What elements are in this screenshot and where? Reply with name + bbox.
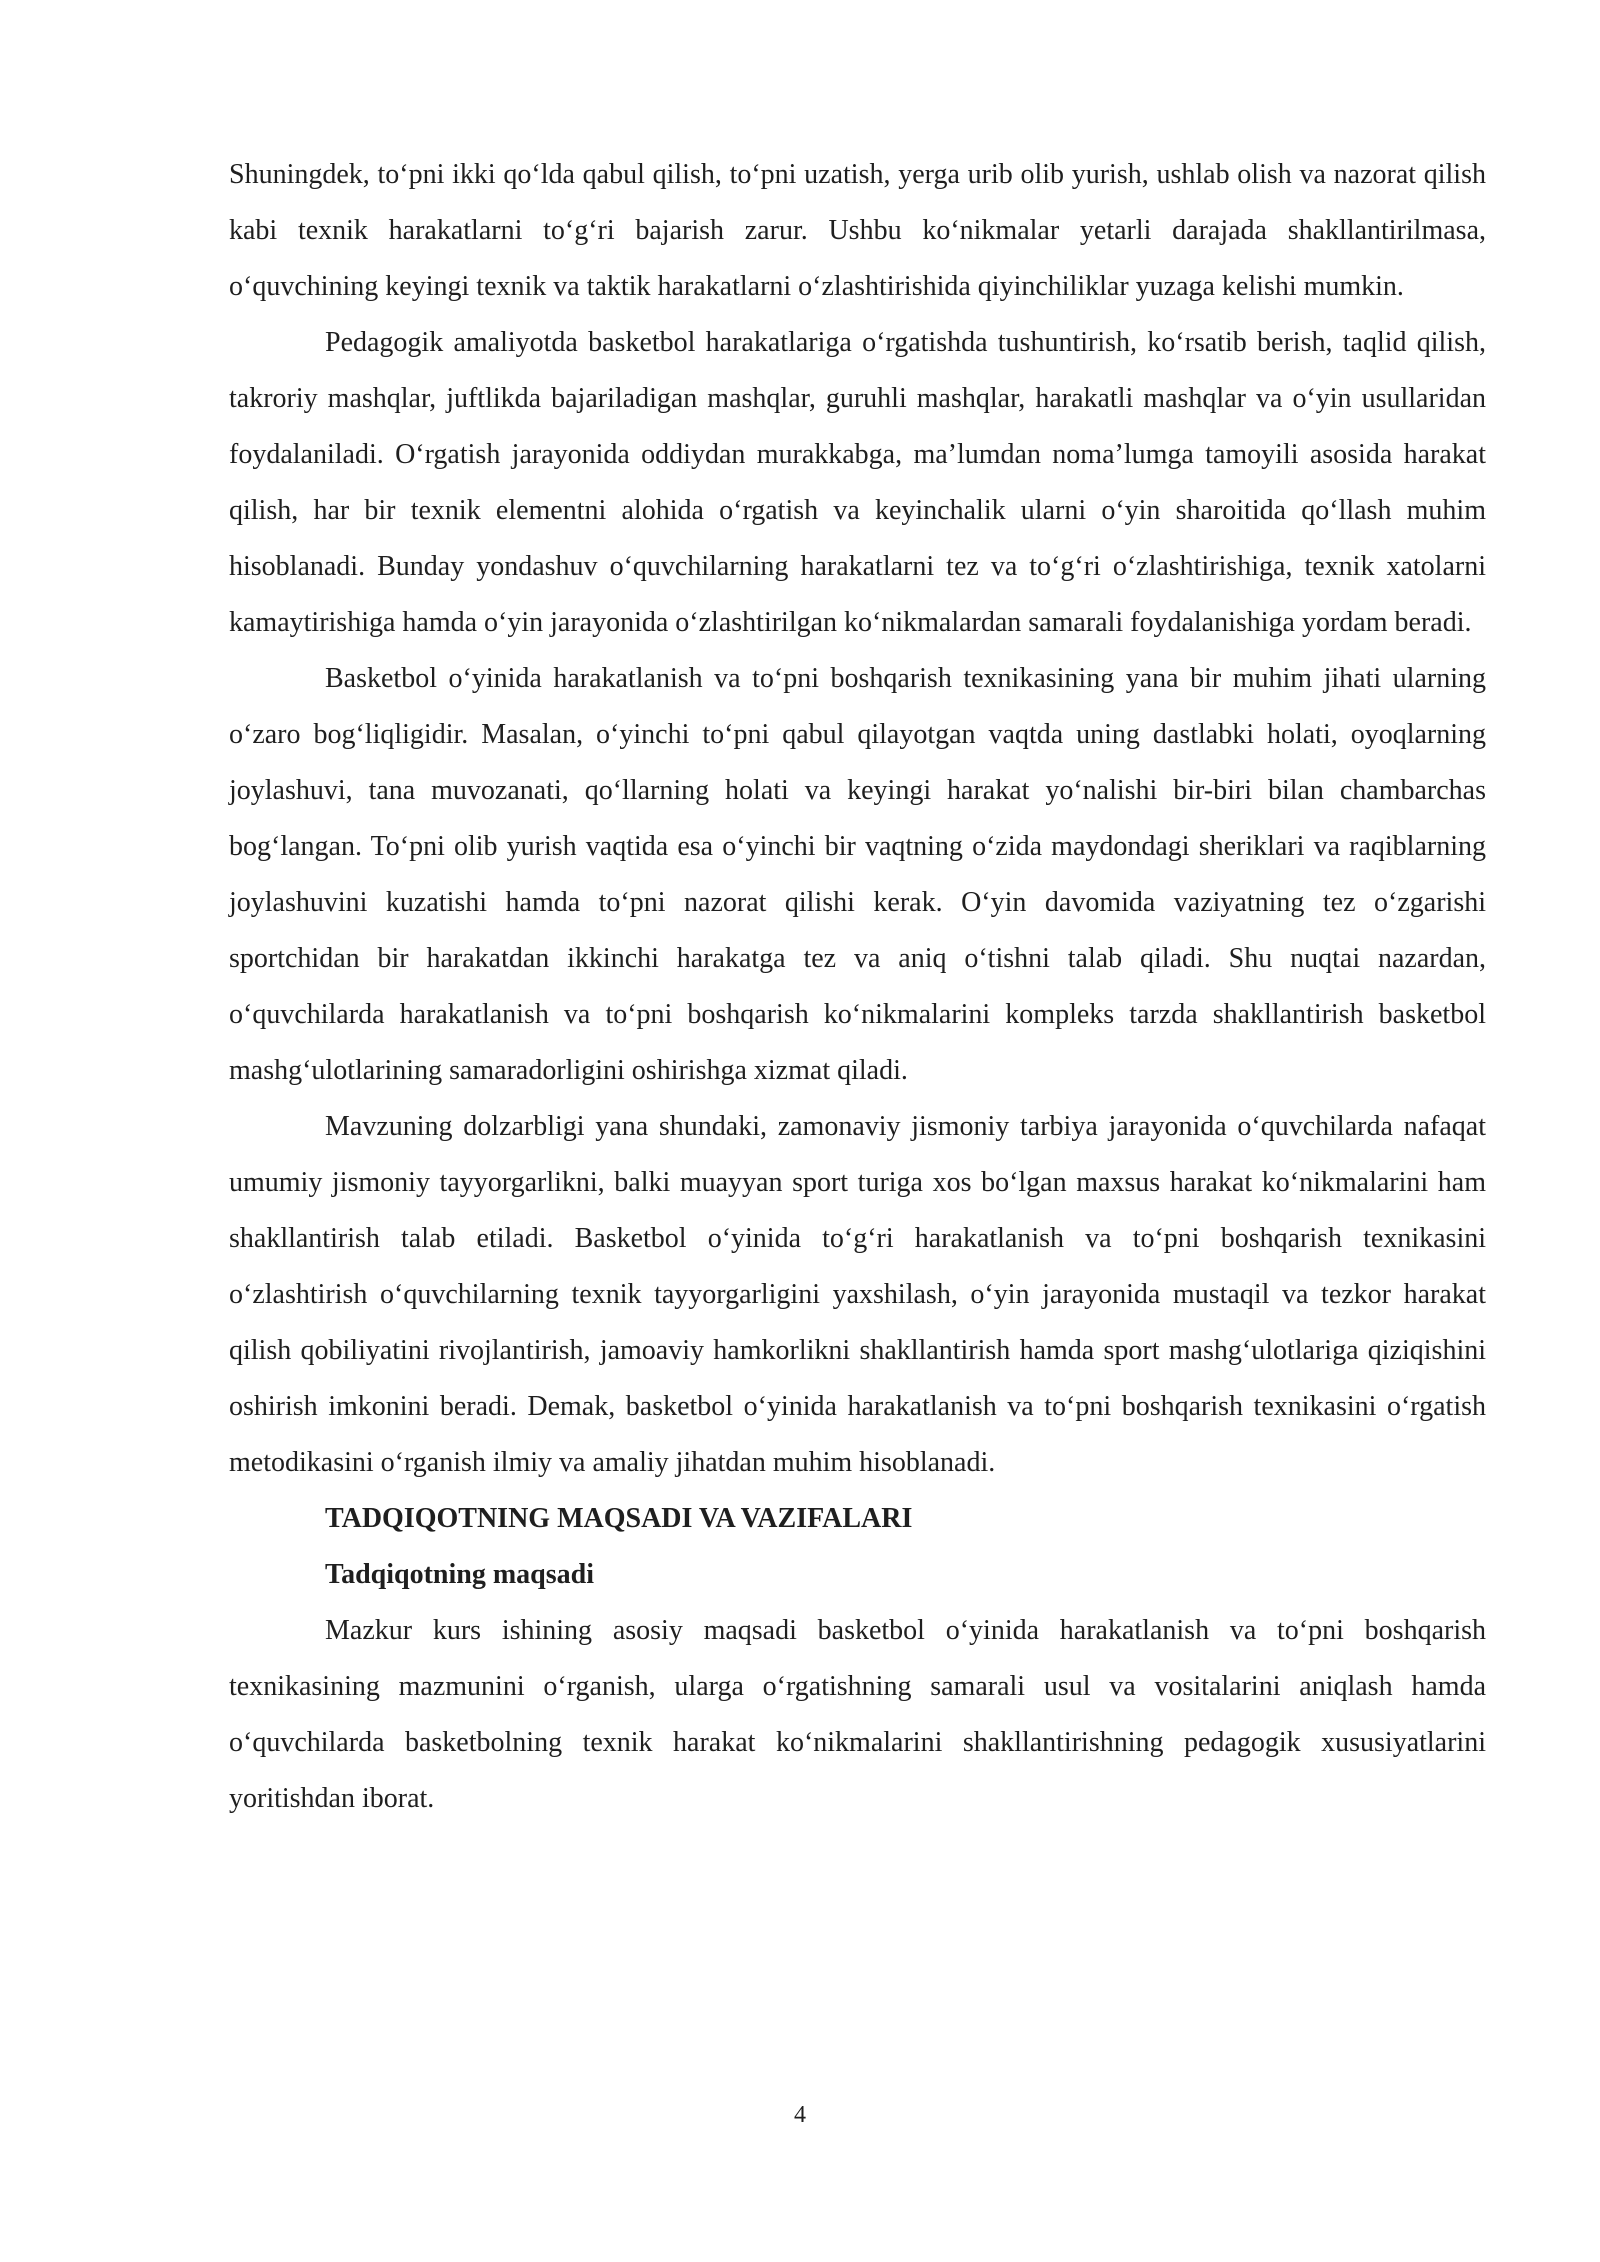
document-body xyxy=(229,147,1486,1827)
paragraph-relevance: Mavzuning dolzarbligi yana shundaki, zamonaviy jismoniy tarbiya jarayonida o‘quvchilarda nafaqat umumiy jismoniy tayyorgarlikni, balki muayyan sport turiga xos bo‘lgan maxsus harakat ko‘nikmalarini ham shakllantirish talab etiladi. Basketbol o‘yinida to‘g‘ri harakatlanish va to‘pni boshqarish texnikasini o‘zlashtirish o‘quvchilarning texnik tayyorgarligini yaxshilash, o‘yin jarayonida mustaqil va tezkor harakat qilish qobiliyatini rivojlantirish, jamoaviy hamkorlikni shakllantirish hamda sport mashg‘ulotlariga qiziqishini oshirish imkonini beradi. Demak, basketbol o‘yinida harakatlanish va to‘pni boshqarish texnikasini o‘rgatish metodikasini o‘rganish ilmiy va amaliy jihatdan muhim hisoblanadi. xyxy=(229,1111,1486,1478)
paragraph-goal: Mazkur kurs ishining asosiy maqsadi basketbol o‘yinida harakatlanish va to‘pni boshqarish texnikasining mazmunini o‘rganish, ularga o‘rgatishning samarali usul va vositalarini aniqlash hamda o‘quvchilarda basketbolning texnik harakat ko‘nikmalarini shakllantirishning pedagogik xususiyatlarini yoritishdan iborat. xyxy=(229,1615,1486,1814)
paragraph-teaching-methods: Pedagogik amaliyotda basketbol harakatlariga o‘rgatishda tushuntirish, ko‘rsatib berish, taqlid qilish, takroriy mashqlar, juftlikda bajariladigan mashqlar, guruhli mashqlar, harakatli mashqlar va o‘yin usullaridan foydalaniladi. O‘rgatish jarayonida oddiydan murakkabga, ma’lumdan noma’lumga tamoyili asosida harakat qilish, har bir texnik elementni alohida o‘rgatish va keyinchalik ularni o‘yin sharoitida qo‘llash muhim hisoblanadi. Bunday yondashuv o‘quvchilarning harakatlarni tez va to‘g‘ri o‘zlashtirishiga, texnik xatolarni kamaytirishiga hamda o‘yin jarayonida o‘zlashtirilgan ko‘nikmalardan samarali foydalanishiga yordam beradi. xyxy=(229,327,1486,638)
paragraph-continuation: Shuningdek, to‘pni ikki qo‘lda qabul qilish, to‘pni uzatish, yerga urib olib yurish, ushlab olish va nazorat qilish kabi texnik harakatlarni to‘g‘ri bajarish zarur. Ushbu ko‘nikmalar yetarli darajada shakllantirilmasa, o‘quvchining keyingi texnik va taktik harakatlarni o‘zlashtirishida qiyinchiliklar yuzaga kelishi mumkin. xyxy=(229,159,1486,302)
paragraph-interrelation: Basketbol o‘yinida harakatlanish va to‘pni boshqarish texnikasining yana bir muhim jihati ularning o‘zaro bog‘liqligidir. Masalan, o‘yinchi to‘pni qabul qilayotgan vaqtda uning dastlabki holati, oyoqlarning joylashuvi, tana muvozanati, qo‘llarning holati va keyingi harakat yo‘nalishi bir-biri bilan chambarchas bog‘langan. To‘pni olib yurish vaqtida esa o‘yinchi bir vaqtning o‘zida maydondagi sheriklari va raqiblarning joylashuvini kuzatishi hamda to‘pni nazorat qilishi kerak. O‘yin davomida vaziyatning tez o‘zgarishi sportchidan bir harakatdan ikkinchi harakatga tez va aniq o‘tishni talab qiladi. Shu nuqtai nazardan, o‘quvchilarda harakatlanish va to‘pni boshqarish ko‘nikmalarini kompleks tarzda shakllantirish basketbol mashg‘ulotlarining samaradorligini oshirishga xizmat qiladi. xyxy=(229,663,1486,1086)
subsection-heading: Tadqiqotning maqsadi xyxy=(325,1559,594,1590)
page-number: 4 xyxy=(794,2102,806,2128)
section-heading: TADQIQOTNING MAQSADI VA VAZIFALARI xyxy=(325,1503,913,1534)
